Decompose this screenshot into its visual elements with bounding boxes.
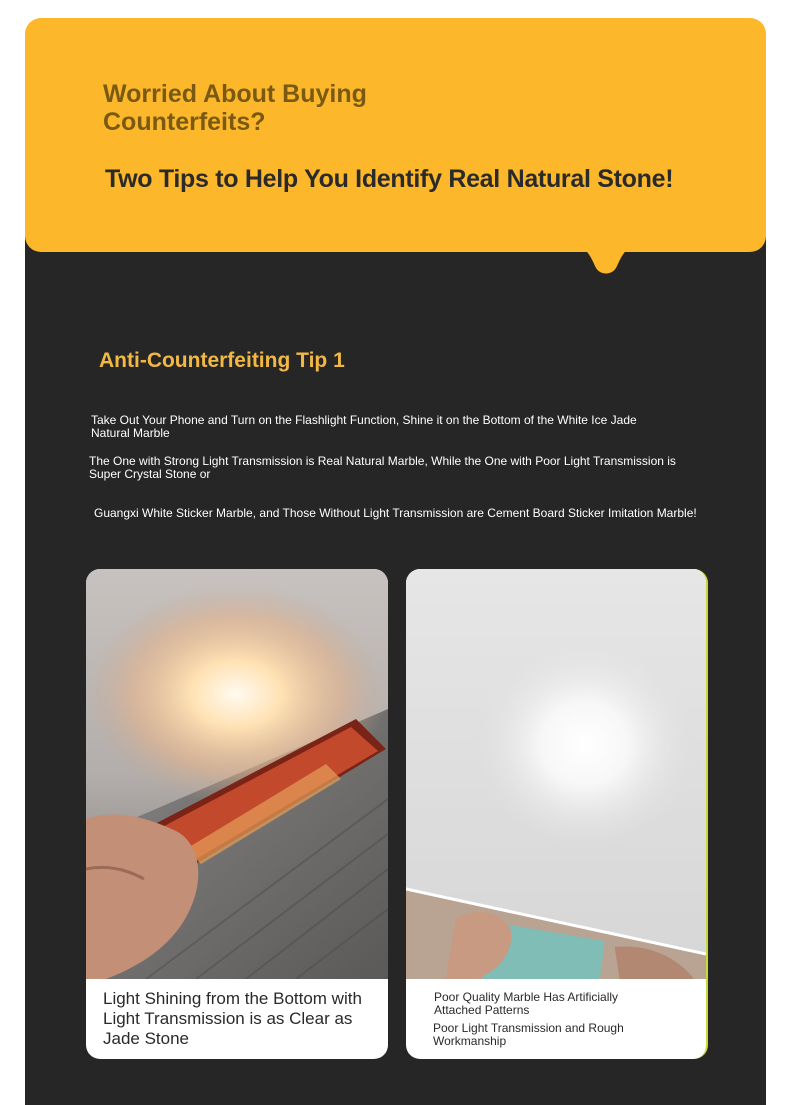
caption-poor-transmission: Poor Light Transmission and Rough Workmanship <box>433 1021 624 1048</box>
photo-flashlight-poor-marble <box>406 569 706 979</box>
headline-worried: Worried About Buying Counterfeits? <box>103 80 367 136</box>
tip-paragraph-2: The One with Strong Light Transmission is Real Natural Marble, While the One with Poor Light Transmission is Super Crystal Stone or <box>89 454 676 481</box>
card-poor-marble <box>406 569 708 1059</box>
banner-notch <box>561 240 651 280</box>
photo-flashlight-real-marble <box>86 569 388 979</box>
tip-title: Anti-Counterfeiting Tip 1 <box>99 349 345 372</box>
tip-paragraph-1: Take Out Your Phone and Turn on the Flashlight Function, Shine it on the Bottom of the White Ice Jade Natural Marble <box>91 413 637 440</box>
caption-real-marble: Light Shining from the Bottom with Light Transmission is as Clear as Jade Stone <box>103 989 362 1048</box>
caption-artificial-patterns: Poor Quality Marble Has Artificially Attached Patterns <box>434 990 619 1017</box>
tip-paragraph-3: Guangxi White Sticker Marble, and Those Without Light Transmission are Cement Board Sticker Imitation Marble! <box>94 506 697 520</box>
headline-two-tips: Two Tips to Help You Identify Real Natural Stone! <box>105 165 674 193</box>
card-real-marble <box>86 569 388 1059</box>
